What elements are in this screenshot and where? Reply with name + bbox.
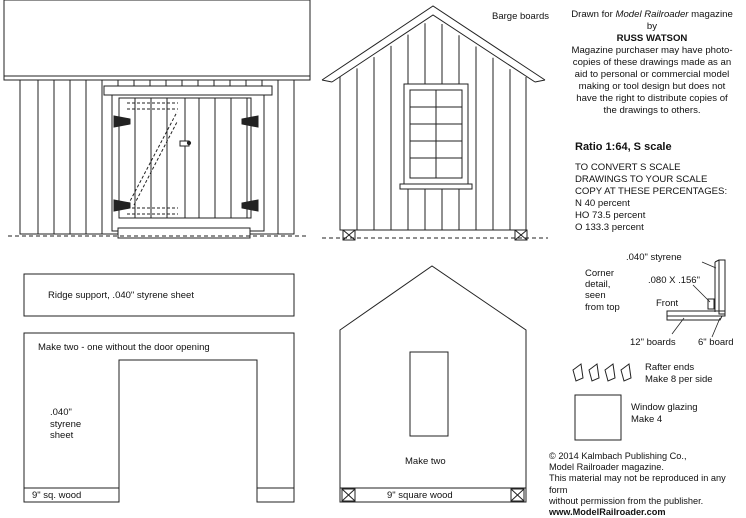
dim-080-label: .080 X .156" — [648, 275, 700, 286]
ridge-support-label: Ridge support, .040" styrene sheet — [48, 290, 194, 301]
barge-board-inner — [332, 15, 535, 82]
permission-line: Magazine purchaser may have photo- — [571, 45, 733, 56]
front-label: Front — [656, 298, 679, 309]
scale-ho: HO 73.5 percent — [575, 210, 646, 221]
corner-detail-line: detail, — [585, 279, 611, 291]
permission-line: copies of these drawings made as an — [572, 57, 732, 68]
author-name: RUSS WATSON — [616, 33, 688, 44]
window-glazing-label — [631, 402, 698, 425]
rafter-ends-label — [645, 362, 713, 385]
scale-n: N 40 percent — [575, 198, 630, 209]
gable-window-opening — [410, 352, 448, 436]
front-roof — [4, 0, 310, 80]
website-link[interactable]: www.ModelRailroader.com — [549, 507, 666, 518]
right-door — [185, 98, 251, 218]
rafter-ends-line: Make 8 per side — [645, 373, 713, 385]
permission-line: aid to personal or commercial model — [574, 69, 730, 80]
scale-ratio: Ratio 1:64, S scale — [575, 141, 672, 153]
permission-line: making or tool design but does not — [578, 81, 726, 92]
gable-outline — [340, 266, 526, 488]
styrene-sheet-label — [50, 407, 81, 442]
copyright-line: © 2014 Kalmbach Publishing Co., — [549, 451, 687, 461]
leader-6 — [712, 318, 720, 337]
barge-boards-label: Barge boards — [492, 11, 550, 22]
leader-080 — [693, 285, 710, 302]
permission-line: have the right to distribute copies of — [576, 93, 728, 104]
copyright-line: without permission from the publisher. — [549, 495, 704, 506]
copyright-line: This material may not be reproduced in any form — [549, 473, 726, 495]
corner-detail-line: seen — [585, 290, 606, 302]
corner-detail-line: Corner — [585, 268, 615, 279]
copyright-line: Model Railroader magazine. — [549, 462, 664, 473]
drawn-for-line: Drawn for Model Railroader magazine — [571, 9, 733, 20]
by-line: by — [646, 21, 658, 32]
door-header-trim — [104, 86, 272, 95]
window-sill — [400, 184, 472, 189]
rafter-ends-line: Rafter ends — [645, 362, 695, 373]
conversion-line: TO CONVERT S SCALE — [575, 162, 681, 173]
sq-wood-left-label: 9" sq. wood — [32, 490, 82, 501]
magazine-name: Model Railroader — [615, 9, 689, 20]
credit-block — [564, 9, 740, 117]
scale-o: O 133.3 percent — [575, 222, 644, 233]
styrene-040-label: .040" styrene — [626, 252, 682, 263]
permission-line: the drawings to others. — [603, 105, 701, 116]
boards-12-label: 12" boards — [630, 337, 676, 348]
square-wood-gable-label: 9" square wood — [387, 490, 453, 501]
make-two-label: Make two — [405, 456, 446, 467]
window-glazing-line: Make 4 — [631, 413, 663, 425]
corner-detail-line: from top — [585, 301, 620, 313]
side-elevation — [322, 6, 548, 240]
rafter-ends — [573, 364, 631, 381]
front-elevation — [4, 0, 310, 238]
window-glazing-line: Window glazing — [631, 402, 698, 413]
styrene-sheet-line: sheet — [50, 430, 74, 441]
conversion-note — [575, 162, 727, 234]
conversion-line: COPY AT THESE PERCENTAGES: — [575, 186, 728, 197]
window-glazing-piece — [575, 395, 621, 440]
copyright-block — [549, 451, 746, 518]
leader-styrene — [702, 262, 716, 268]
conversion-line: DRAWINGS TO YOUR SCALE — [575, 174, 708, 185]
styrene-sheet-line: .040" — [50, 407, 72, 418]
wall-base-right — [257, 488, 294, 502]
boards-6-label: 6" board — [698, 337, 734, 348]
corner-detail-label — [585, 268, 620, 313]
styrene-sheet-line: styrene — [50, 418, 82, 430]
make-two-door-label: Make two - one without the door opening — [38, 342, 210, 353]
